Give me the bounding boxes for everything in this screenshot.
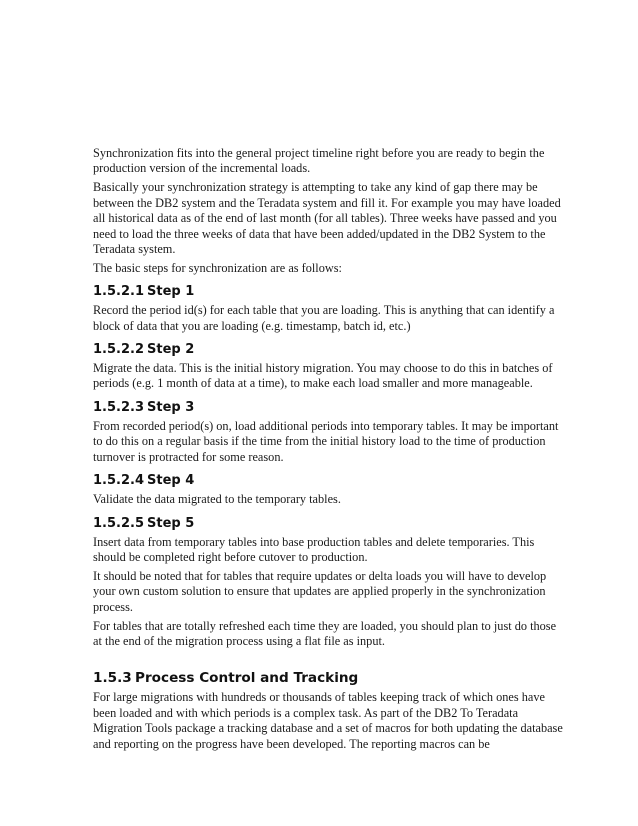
step-3-paragraph: From recorded period(s) on, load additional periods into temporary tables. It may be important to do this on a regular basis if the time from the initial history load to the time of production turnover is protracted for some reason. <box>93 418 559 464</box>
step-3-heading <box>93 400 563 416</box>
step-1-paragraph: Record the period id(s) for each table that you are loading. This is anything that can identify a block of data that you are loading (e.g. timestamp, batch id, etc.) <box>93 303 555 333</box>
step-2-paragraph: Migrate the data. This is the initial history migration. You may choose to do this in batches of periods (e.g. 1 month of data at a time), to make each load smaller and more manageable. <box>93 361 553 391</box>
step-5-heading <box>93 516 563 532</box>
section-number: 1.5.3 <box>93 670 132 687</box>
step-title: Step 1 <box>147 284 195 300</box>
intro-paragraph: Basically your synchronization strategy is attempting to take any kind of gap there may be between the DB2 system and the Teradata system and fill it. For example you may have loaded all historical data as of the end of last month (for all tables). Three weeks have passed and you need to load the three weeks of data that have been added/updated in the DB2 System to the Teradata system. <box>93 180 561 256</box>
step-number: 1.5.2.3 <box>93 399 144 415</box>
step-4-heading <box>93 473 563 489</box>
section-title: Process Control and Tracking <box>135 670 359 687</box>
step-title: Step 3 <box>147 399 195 415</box>
step-5-paragraph: For tables that are totally refreshed each time they are loaded, you should plan to just do those at the end of the migration process using a flat file as input. <box>93 618 557 648</box>
intro-paragraph: Synchronization fits into the general project timeline right before you are ready to begin the production version of the incremental loads. <box>93 146 545 176</box>
step-title: Step 2 <box>147 342 195 358</box>
step-5-paragraph: It should be noted that for tables that require updates or delta loads you will have to develop your own custom solution to ensure that updates are applied properly in the synchronization process. <box>93 568 547 614</box>
step-number: 1.5.2.5 <box>93 515 144 531</box>
step-title: Step 4 <box>147 473 195 489</box>
step-4-paragraph: Validate the data migrated to the temporary tables. <box>93 492 341 507</box>
intro-paragraph: The basic steps for synchronization are as follows: <box>93 260 342 275</box>
section-heading <box>93 670 563 687</box>
step-number: 1.5.2.4 <box>93 473 144 489</box>
step-2-heading <box>93 342 563 358</box>
step-title: Step 5 <box>147 515 195 531</box>
document-page <box>93 146 563 755</box>
step-1-heading <box>93 284 563 300</box>
step-number: 1.5.2.2 <box>93 342 144 358</box>
step-number: 1.5.2.1 <box>93 284 144 300</box>
step-5-paragraph: Insert data from temporary tables into base production tables and delete temporaries. This should be completed right before cutover to production. <box>93 534 535 564</box>
section-paragraph: For large migrations with hundreds or thousands of tables keeping track of which ones have been loaded and with which periods is a complex task. As part of the DB2 To Teradata Migration Tools package a tracking database and a set of macros for both updating the database and reporting on the progress have been developed. The reporting macros can be <box>93 690 563 751</box>
